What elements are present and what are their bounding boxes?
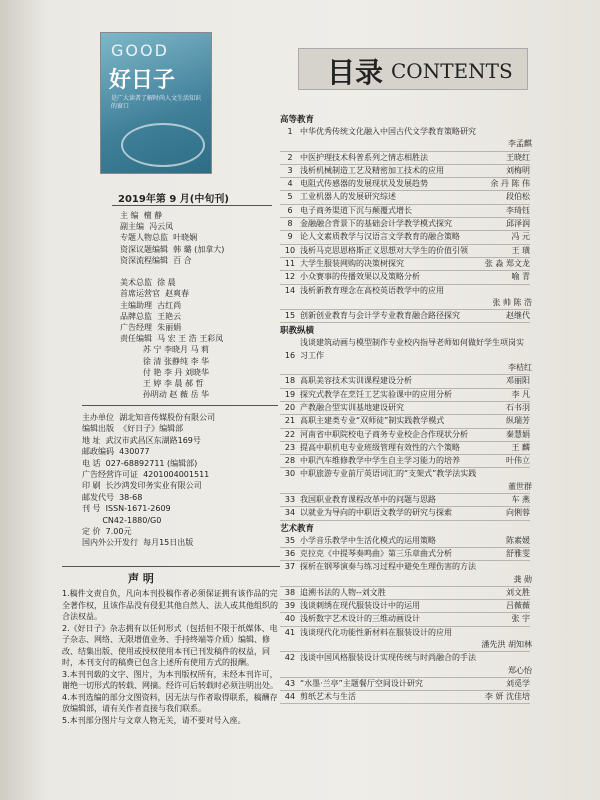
toc-entry-title: 电阻式传感器的发展现状及发展趋势 — [300, 179, 428, 189]
divider — [112, 205, 272, 206]
toc-entry-author: 张 帅 陈 浩 — [492, 297, 532, 307]
toc-entry — [280, 375, 530, 388]
toc-entry-title: 浅析机械制造工艺及精密加工技术的应用 — [300, 165, 444, 175]
toc-entry-author: 刘梅明 — [506, 165, 530, 175]
toc-entry-page: 8 — [287, 219, 293, 229]
table-of-contents — [280, 112, 530, 704]
publisher-line: 主办单位 湖北知音传媒股份有限公司 — [82, 413, 216, 422]
toc-entry-title: 论人文素质教学与汉语言文学教育的融合策略 — [300, 232, 460, 242]
toc-entry-page: 15 — [284, 311, 296, 321]
toc-entry-page: 22 — [284, 429, 296, 439]
toc-entry-author: 石书羽 — [506, 402, 530, 412]
toc-entry-title: 我国职业教育课程改革中的问题与思路 — [300, 495, 436, 505]
staff-line: 美术总监 徐 晨 — [120, 278, 176, 288]
toc-entry — [280, 652, 530, 678]
staff-line: 孙明动 赵 薇 岳 华 — [120, 390, 210, 400]
toc-entry-author: 李琦钰 — [506, 205, 530, 215]
toc-entry — [280, 310, 530, 323]
staff-line: 主编助理 古红尚 — [120, 300, 182, 310]
toc-entry — [280, 126, 530, 152]
cover-blurb: 是广大读者了解时尚人文生活知识的窗口 — [111, 95, 202, 110]
toc-entry-title: 浅谈现代化功能性新材料在服装设计的应用 — [300, 627, 452, 637]
toc-entry-author: 邓丽阳 — [506, 376, 530, 386]
toc-entry-page: 30 — [284, 469, 296, 479]
staff-line: 资深流程编辑 百 合 — [120, 255, 192, 265]
staff-line: 责任编辑 马 宏 王 浩 王彩凤 — [120, 334, 224, 344]
toc-entry-page: 5 — [287, 192, 293, 202]
toc-entry-author: 王 麟 — [511, 442, 530, 452]
toc-entry — [280, 178, 530, 191]
toc-entry-author: 段伯松 — [506, 192, 530, 202]
toc-entry-title: 浅谈刺绣在现代服装设计中的运用 — [300, 601, 420, 611]
staff-line: 王 婷 李 晨 郝 哲 — [120, 379, 204, 389]
toc-entry-author: 吕薇薇 — [506, 601, 530, 611]
declaration-item: 2.《好日子》杂志拥有以任何形式（包括但不限于纸媒体、电子杂志、网络、无限增值业务、手持终端等介质）编辑、修改、结集出版、使用或授权使用本刊已刊发稿件的权益，同时，本刊支付的稿费已包含上述所有使用方式的报酬。 — [62, 623, 278, 667]
toc-entry-title: 小学音乐教学中生活化模式的运用策略 — [300, 535, 436, 545]
publisher-line: 编辑出版 《好日子》编辑部 — [82, 424, 184, 434]
declaration-item: 5.本刊部分图片与文章人物无关，请不要对号入座。 — [62, 715, 246, 725]
staff-line: 徐 清 张静纯 李 华 — [120, 356, 210, 366]
publisher-line: 邮政编码 430077 — [82, 447, 150, 457]
staff-line: 付 艳 李 丹 刘晓华 — [120, 367, 210, 377]
toc-section-title: 职教纵横 — [280, 326, 315, 337]
publisher-line: 地 址 武汉市武昌区东湖路169号 — [82, 435, 201, 445]
toc-entry-author: 赵继代 — [506, 311, 530, 321]
toc-entry-page: 10 — [284, 245, 296, 255]
toc-entry-author: 郑心怡 — [508, 665, 532, 675]
toc-entry — [280, 218, 530, 231]
divider — [62, 566, 280, 567]
publisher-line: 国内外公开发行 每月15日出版 — [82, 538, 194, 548]
toc-entry-page: 36 — [284, 548, 296, 558]
toc-entry — [280, 600, 530, 613]
toc-entry-author: 王晓红 — [506, 152, 530, 162]
toc-title-en: CONTENTS — [391, 59, 513, 83]
toc-entry-title: 中职旅游专业前厅英语词汇的“支架式”教学法实践 — [300, 469, 477, 479]
toc-entry — [280, 442, 530, 455]
staff-line: 副主编 冯云凤 — [120, 222, 174, 232]
declaration-item: 4.本刊选编的部分文图资料，因无法与作者取得联系，稿酬存放编辑部，请有关作者直接与我们联系。 — [62, 692, 278, 713]
toc-entry — [280, 455, 530, 468]
toc-entry-title: 中医护理技术科普系列之情志相胜法 — [300, 152, 428, 162]
toc-entry-title: 大学生服装网购的决策树探究 — [300, 258, 404, 268]
toc-entry-title: 产教融合型实训基地建设研究 — [300, 402, 404, 412]
toc-entry-page: 38 — [284, 587, 296, 597]
toc-entry-page: 28 — [284, 456, 296, 466]
toc-entry-author: 喻 青 — [511, 272, 530, 282]
toc-entry-title: 浅析新教育理念在高校英语教学中的应用 — [300, 285, 444, 295]
publisher-line: 广告经营许可证 4201004001511 — [82, 470, 210, 480]
toc-entry-title: 克拉克《中提琴奏鸣曲》第三乐章曲式分析 — [300, 548, 452, 558]
toc-entry-author: 舒雅雯 — [506, 548, 530, 558]
toc-entry — [280, 535, 530, 548]
toc-entry-title: 以就业为导向的中职语文教学的研究与探索 — [300, 508, 452, 518]
toc-entry-author: 李桔红 — [508, 363, 532, 373]
publisher-line: CN42-1880/G0 — [82, 515, 162, 525]
toc-entry-author: 刘觅学 — [506, 678, 530, 688]
toc-entry-page: 6 — [287, 205, 293, 215]
declaration-item: 1.稿件文责自负，凡向本刊投稿作者必须保证拥有该作品的完全著作权，且该作品没有侵犯其他自然人、法人或其他组织的合法权益。 — [62, 589, 278, 621]
issue-label: 2019年第 9 月(中旬刊) — [118, 194, 229, 205]
toc-entry-author: 叶伟立 — [506, 456, 530, 466]
toc-entry — [280, 561, 530, 587]
toc-entry — [280, 613, 530, 626]
toc-entry-author: 张 淼 郑文龙 — [484, 258, 530, 268]
toc-entry-page: 37 — [284, 562, 296, 572]
toc-entry-author: 冯 元 — [511, 232, 530, 242]
toc-entry-title: 小众赛事的传播效果以及策略分析 — [300, 272, 420, 282]
toc-entry-author: 李 妍 沈佳培 — [484, 692, 530, 702]
toc-entry-title: 创新创业教育与会计学专业教育融合路径探究 — [300, 311, 460, 321]
toc-entry-title: 剪纸艺术与生活 — [300, 692, 356, 702]
toc-entry-page: 14 — [284, 285, 296, 295]
toc-entry-author: 向俐蓉 — [506, 508, 530, 518]
toc-entry-page: 3 — [287, 165, 293, 175]
toc-entry-author: 龚 勋 — [513, 574, 532, 584]
toc-entry-page: 1 — [287, 127, 293, 136]
staff-line: 资深议题编辑 韩 璐 (加拿大) — [120, 244, 225, 254]
toc-entry-title: 探究式教学在烹饪工艺实验课中的应用分析 — [300, 389, 452, 399]
publisher-line: 刊 号 ISSN-1671-2609 — [82, 504, 171, 514]
cover-swirl-graphic — [121, 123, 205, 167]
toc-entry-page: 39 — [284, 601, 296, 611]
toc-entry-author: 邱泽润 — [506, 219, 530, 229]
toc-entry-title: 中职汽车维修教学中学生自主学习能力的培养 — [300, 456, 460, 466]
toc-entry-author: 纵瑞芳 — [506, 416, 530, 426]
toc-entry-page: 43 — [284, 678, 296, 688]
toc-entry-author: 王 璜 — [511, 245, 530, 255]
staff-line: 苏 宁 李晓月 马 莉 — [120, 345, 210, 355]
toc-entry-title: 提高中职机电专业班级管理有效性的六个策略 — [300, 442, 460, 452]
toc-entry-author: 余 丹 陈 伟 — [490, 179, 530, 189]
toc-entry-title: 高职主建类专业“双师徒”制实践教学模式 — [300, 416, 445, 426]
toc-entry-page: 23 — [284, 442, 296, 452]
toc-entry-page: 20 — [284, 402, 296, 412]
toc-entry-page: 21 — [284, 416, 296, 426]
toc-section-title: 艺术教育 — [280, 523, 315, 534]
divider — [82, 405, 278, 406]
toc-entry — [280, 285, 530, 311]
toc-entry-title: 浅谈中国风格服装设计实现传统与时尚融合的手法 — [300, 653, 476, 663]
toc-entry-title: 浅析马克思恩格斯正义思想对大学生的价值引领 — [300, 245, 468, 255]
toc-entry — [280, 548, 530, 561]
toc-entry-page: 44 — [284, 692, 296, 702]
toc-entry — [280, 415, 530, 428]
staff-line: 首席运营官 赵爽春 — [120, 289, 190, 299]
toc-entry — [280, 587, 530, 600]
toc-entry-title: 追溯书法的人物--刘文胜 — [300, 587, 386, 597]
toc-entry — [280, 337, 530, 375]
toc-entry — [280, 165, 530, 178]
toc-entry — [280, 191, 530, 204]
publisher-line: 印 刷 长沙鸿发印务实业有限公司 — [82, 481, 202, 491]
toc-entry-page: 40 — [284, 614, 296, 624]
toc-entry-page: 34 — [284, 508, 296, 518]
toc-entry-page: 33 — [284, 495, 296, 505]
toc-entry — [280, 494, 530, 507]
toc-entry-author: 李孟麒 — [508, 139, 532, 149]
toc-entry-title: 浅谈建筑动画与模型制作专业校内指导老师如何做好学生项岗实习工作 — [300, 338, 524, 360]
toc-entry — [280, 152, 530, 165]
declaration-body — [62, 588, 280, 726]
toc-entry-page: 41 — [284, 627, 296, 637]
cover-thumbnail — [100, 32, 212, 174]
toc-entry-title: 探析在钢琴演奏与练习过程中避免生理伤害的方法 — [300, 562, 476, 572]
staff-line — [120, 266, 224, 277]
toc-entry — [280, 468, 530, 494]
declaration-item: 3.本刊刊载的文字、图片，为本刊版权所有，未经本刊许可，谢绝一切形式的转载、网摘。经许可后转载时必须注明出处。 — [62, 669, 278, 690]
toc-entry — [280, 271, 530, 284]
publisher-line: 定 价 7.00元 — [82, 527, 132, 537]
toc-entry-page: 2 — [287, 152, 293, 162]
toc-entry — [280, 205, 530, 218]
staff-line: 品牌总监 王艳云 — [120, 311, 182, 321]
toc-entry-title: 工业机器人的发展研究综述 — [300, 192, 396, 202]
toc-entry-author: 董世群 — [508, 481, 532, 491]
toc-entry-author: 陈素媛 — [506, 535, 530, 545]
toc-entry — [280, 627, 530, 653]
toc-entry-author: 刘文胜 — [506, 587, 530, 597]
toc-entry-page: 9 — [287, 232, 293, 242]
toc-entry-author: 秦慧娟 — [506, 429, 530, 439]
declaration-title: 声 明 — [128, 572, 154, 585]
toc-entry-page: 42 — [284, 653, 296, 663]
toc-entry — [280, 429, 530, 442]
toc-entry — [280, 678, 530, 691]
toc-entry — [280, 245, 530, 258]
toc-entry-title: 电子商务渠道下沉与颠覆式增长 — [300, 205, 412, 215]
toc-entry-author: 李 凡 — [511, 389, 530, 399]
toc-entry-page: 4 — [287, 179, 293, 189]
toc-header — [298, 48, 528, 90]
toc-entry-page: 35 — [284, 535, 296, 545]
toc-entry — [280, 389, 530, 402]
toc-entry-page: 18 — [284, 376, 296, 386]
toc-entry-page: 16 — [284, 350, 296, 360]
staff-line: 主 编 檀 静 — [120, 211, 163, 220]
staff-line: 广告经理 朱丽娟 — [120, 323, 182, 333]
toc-entry-title: 高职美容技术实训课程建设分析 — [300, 376, 412, 386]
toc-entry — [280, 691, 530, 704]
toc-entry-title: 浅析数字艺术设计的三维动画设计 — [300, 614, 420, 624]
toc-entry-author: 车 燕 — [511, 495, 530, 505]
toc-entry — [280, 507, 530, 520]
publisher-line: 邮发代号 38-68 — [82, 492, 143, 502]
publisher-line: 电 话 027-68892711 (编辑部) — [82, 458, 198, 468]
cover-logo: 好日子 — [109, 67, 176, 93]
toc-title-cn: 目录 — [327, 56, 384, 89]
toc-entry-page: 11 — [284, 258, 296, 268]
staff-list — [120, 210, 224, 400]
toc-entry-page: 12 — [284, 272, 296, 282]
toc-section-title: 高等教育 — [280, 115, 315, 125]
toc-entry-title: 金融融合背景下的基础会计学教学模式探究 — [300, 219, 452, 229]
toc-entry — [280, 258, 530, 271]
cover-logo-latin: GOOD — [111, 41, 169, 60]
toc-entry-author: 潘先洪 胡知林 — [481, 639, 532, 649]
toc-entry — [280, 402, 530, 415]
toc-entry-author: 张 宇 — [511, 614, 530, 624]
toc-entry-title: 中华优秀传统文化融入中国古代文学教育策略研究 — [300, 127, 476, 136]
publisher-info — [82, 412, 215, 549]
toc-entry-title: 河南省中职院校电子商务专业校企合作现状分析 — [300, 429, 468, 439]
toc-entry-page: 19 — [284, 389, 296, 399]
toc-entry — [280, 231, 530, 244]
staff-line: 专题人物总监 叶晓娴 — [120, 233, 198, 243]
toc-entry-title: “水墨·兰亭”主题餐厅空间设计研究 — [300, 678, 423, 688]
